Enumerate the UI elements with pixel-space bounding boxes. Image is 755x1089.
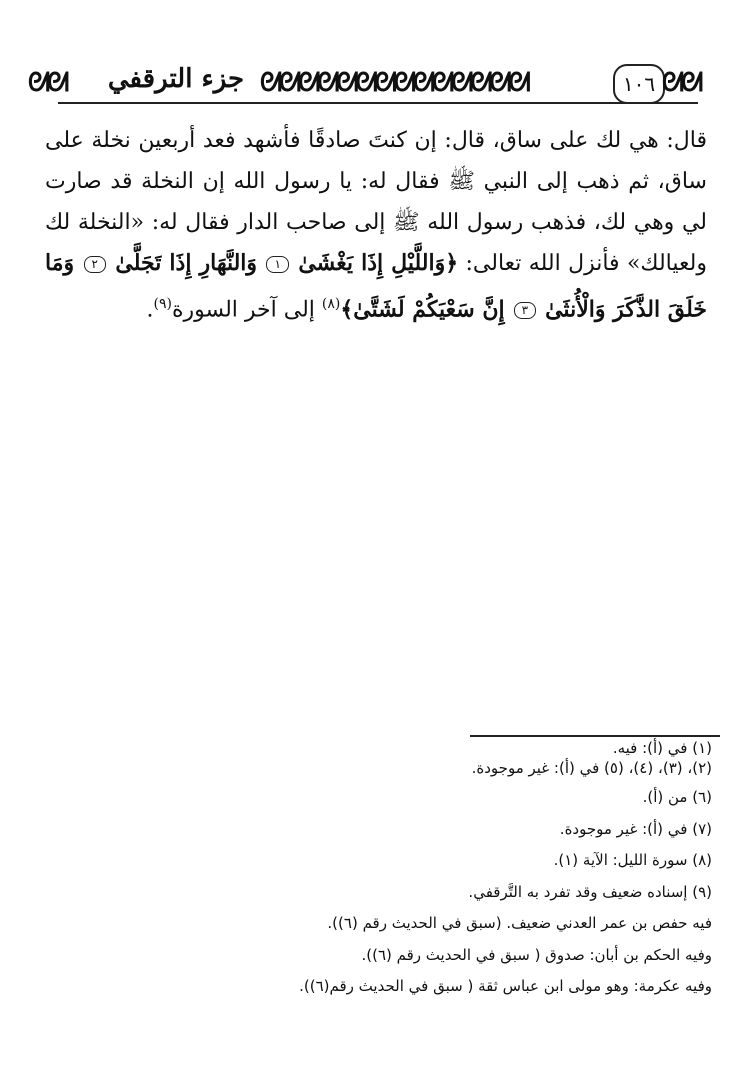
narration-text: قال: هي لك على ساق، قال: إن كنتَ صادقًا فأشهد فعد أربعين نخلة على ساق، ثم ذهب إلى النبي ﷺ فقال له: يا رسول الله إن النخلة قد صارت لي وهي لك، فذهب رسول الله ﷺ إلى صاحب الدار فقال له: «النخلة لك ولعيالك» فأنزل الله تعالى:: [45, 128, 707, 276]
quran-close-bracket: ﴾: [340, 296, 354, 323]
narration-ending: إلى آخر السورة: [171, 297, 322, 323]
header-rule: [58, 102, 698, 104]
footnote-note-1: فيه حفص بن عمر العدني ضعيف. (سبق في الحديث رقم (٦)).: [327, 914, 712, 932]
footnote-marker-8: (٨): [321, 296, 341, 312]
footnote-2: (٢)، (٣)، (٤)، (٥) في (أ): غير موجودة.: [471, 759, 712, 777]
page-header: [28, 62, 728, 106]
ayah-number-2: ٢: [84, 256, 106, 273]
ayah-number-1: ١: [266, 256, 288, 273]
footnote-marker-9: (٩): [153, 296, 172, 312]
main-text: [45, 120, 707, 330]
footnote-1: (١) في (أ): فيه.: [612, 739, 712, 757]
main-paragraph: [45, 120, 707, 330]
footnote-note-3: وفيه عكرمة: وهو مولى ابن عباس ثقة ( سبق في الحديث رقم(٦)).: [299, 977, 712, 995]
running-title: جزء الترقفي: [107, 64, 245, 94]
page-number: ١٠٦: [613, 64, 665, 104]
quran-verse-1: وَاللَّيْلِ إِذَا يَغْشَىٰ: [298, 250, 446, 276]
quran-verse-3: وَمَا خَلَقَ الذَّكَرَ وَالْأُنثَىٰ: [45, 250, 707, 323]
footnote-7: (٧) في (أ): غير موجودة.: [559, 819, 712, 838]
quran-open-bracket: ﴿: [445, 250, 459, 276]
ornament-knot-left-icon: ᘛᘛ: [28, 68, 67, 98]
footnote-separator: [470, 735, 720, 737]
ornament-knot-middle-icon: ᘛᘛᘛᘛᘛᘛᘛᘛᘛᘛᘛᘛᘛᘛ: [260, 68, 528, 98]
narration-period: .: [146, 297, 154, 323]
ornament-knot-right-icon: ᘛᘛ: [662, 68, 701, 98]
footnotes: [250, 738, 712, 1003]
footnote-note-2: وفيه الحكم بن أبان: صدوق ( سبق في الحديث رقم (٦)).: [361, 945, 712, 964]
footnote-6: (٦) من (أ).: [642, 788, 712, 806]
quran-verse-2: وَالنَّهَارِ إِذَا تَجَلَّىٰ: [115, 250, 258, 276]
footnote-9: (٩) إسناده ضعيف وقد تفرد به التَّرقفي.: [468, 882, 712, 901]
ayah-number-3: ٣: [514, 302, 536, 319]
footnote-8: (٨) سورة الليل: الآية (١).: [553, 851, 712, 869]
quran-verse-4: إِنَّ سَعْيَكُمْ لَشَتَّىٰ: [353, 296, 505, 323]
